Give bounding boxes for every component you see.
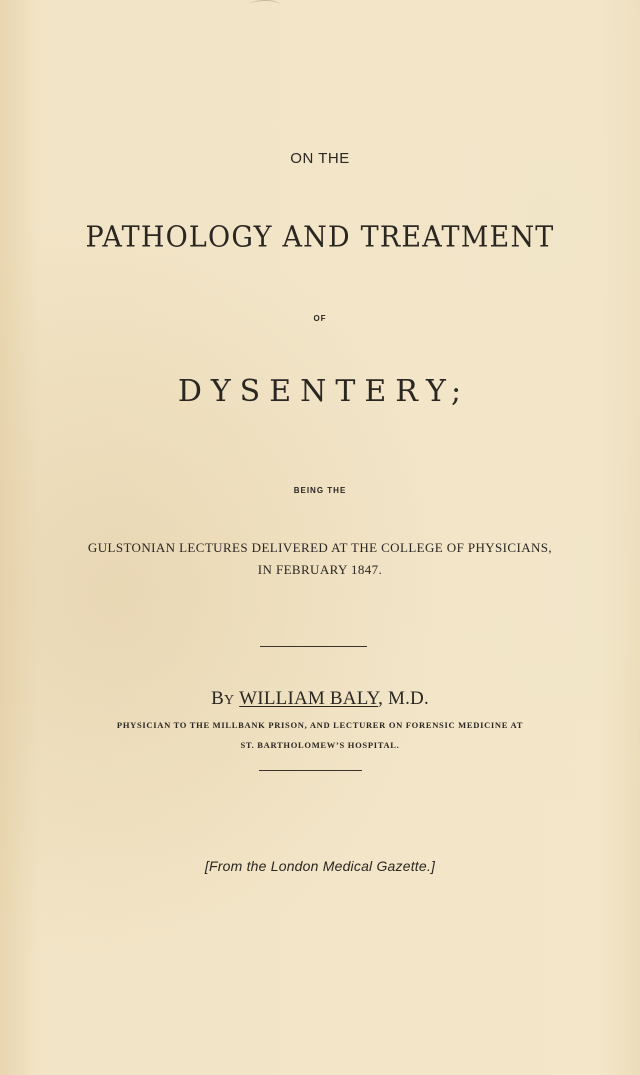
- paper-mark: [250, 0, 280, 9]
- source-bracket-close: ]: [430, 858, 436, 874]
- affiliation-line-1: PHYSICIAN TO THE MILLBANK PRISON, AND LECTURER ON FORENSIC MEDICINE AT: [116, 720, 524, 730]
- subject-title: DYSENTERY;: [177, 374, 471, 409]
- author-degree: , M.D.: [378, 688, 429, 709]
- on-the-line: ON THE: [290, 150, 350, 167]
- source-text: From the London Medical Gazette.: [209, 858, 431, 874]
- author-by-rest: Y: [223, 693, 235, 708]
- author-name: WILLIAM BALY: [239, 688, 379, 709]
- author-line: [0, 688, 640, 710]
- author-by-first: B: [211, 688, 224, 709]
- affiliation-line-2: ST. BARTHOLOMEW’S HOSPITAL.: [240, 740, 400, 750]
- description-line-1: GULSTONIAN LECTURES DELIVERED AT THE COLLEGE OF PHYSICIANS,: [87, 540, 553, 555]
- divider-rule-top: [260, 646, 367, 647]
- source-note: [0, 858, 640, 874]
- being-the-line: BEING THE: [293, 486, 347, 495]
- of-line: OF: [313, 314, 327, 323]
- divider-rule-bottom: [259, 770, 362, 771]
- description-line-2: IN FEBRUARY 1847.: [257, 562, 383, 577]
- main-title: PATHOLOGY AND TREATMENT: [85, 220, 555, 255]
- source-bracket-open: [: [204, 858, 210, 874]
